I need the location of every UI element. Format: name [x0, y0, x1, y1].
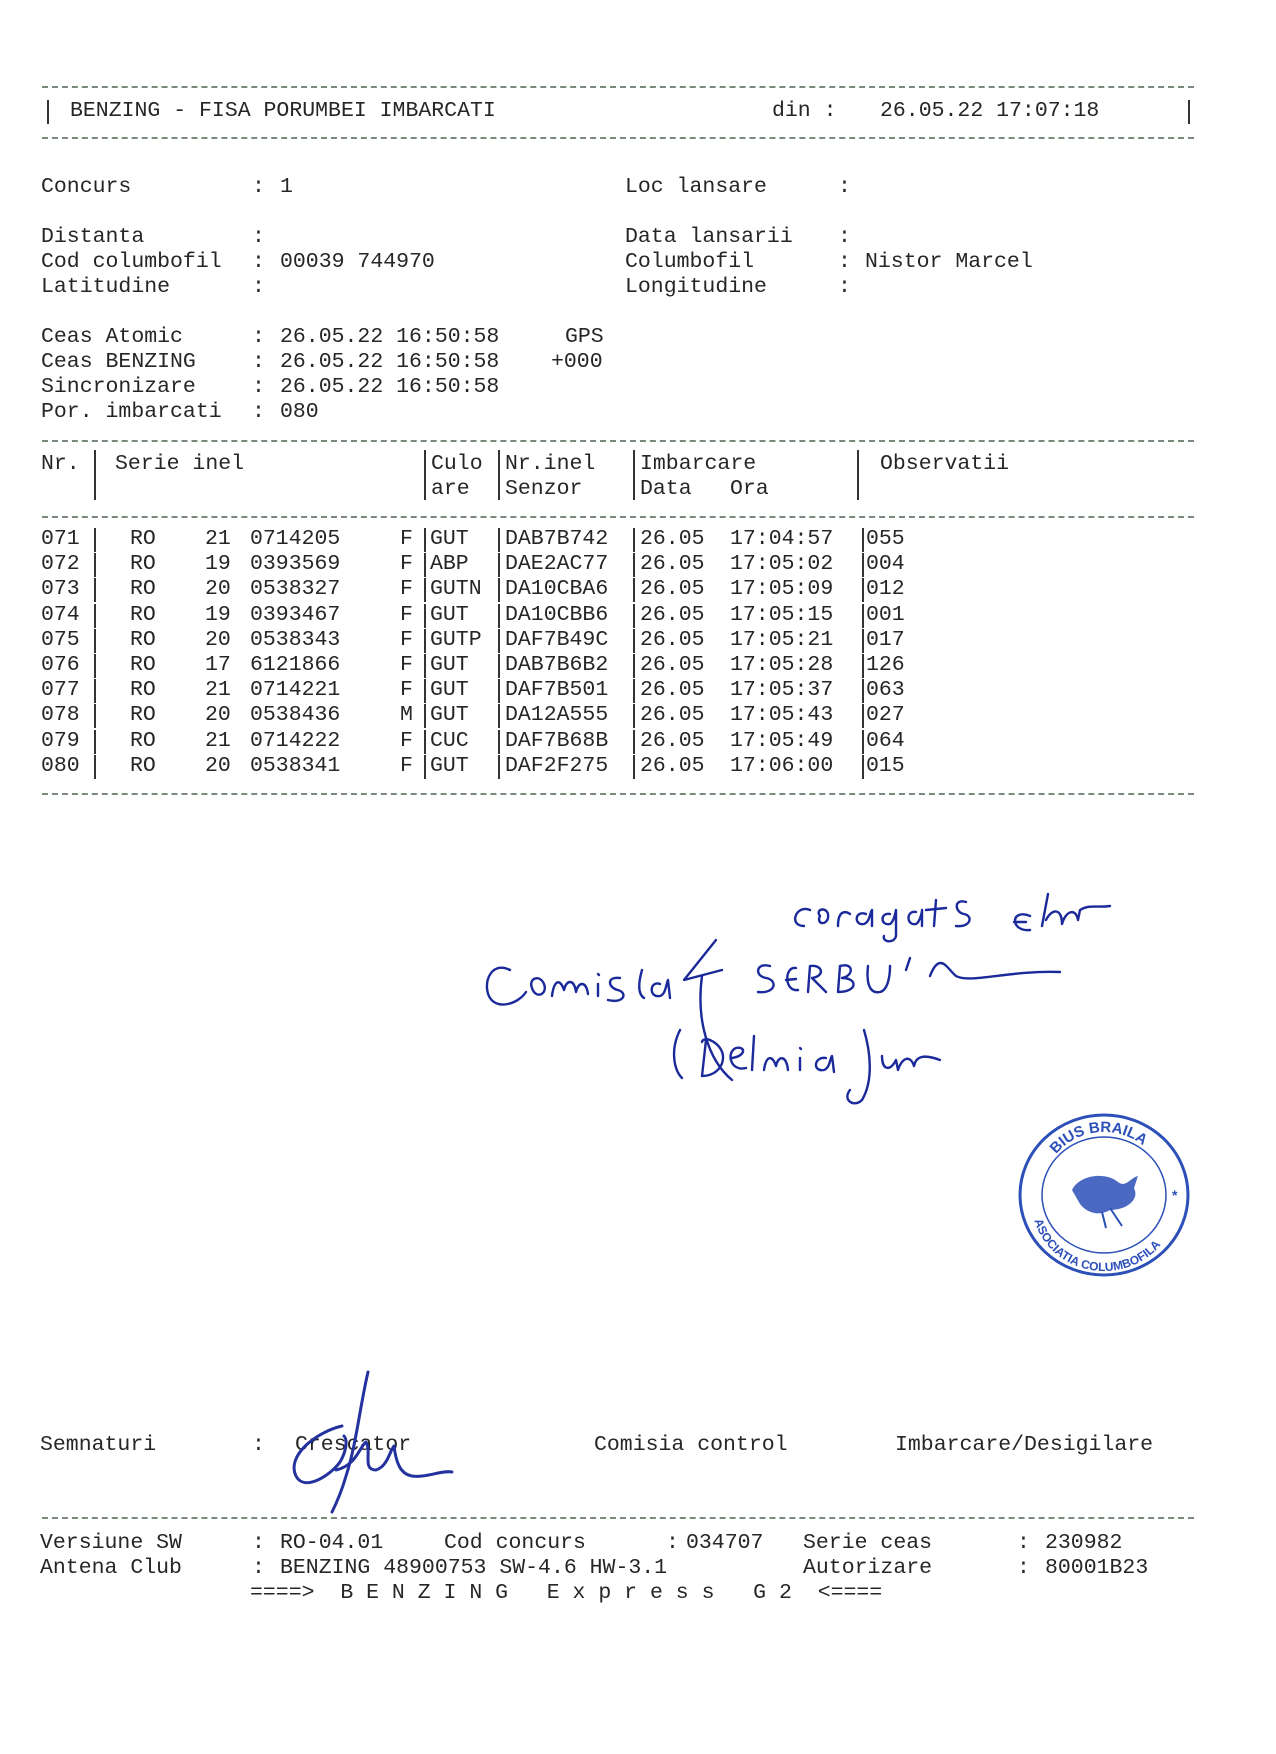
cell-data: 26.05: [640, 552, 705, 577]
cell-senzor: DAF2F275: [505, 753, 609, 778]
cell-sex: F: [400, 678, 413, 703]
ceas-atomic-value: 26.05.22 16:50:58: [280, 325, 500, 349]
cod-concurs-value: 034707: [686, 1531, 764, 1555]
cell-nr: 072: [41, 552, 80, 577]
colon: :: [252, 250, 265, 274]
row-col-sep: [862, 528, 864, 552]
table-bottom-border: [42, 793, 1194, 795]
cell-data: 26.05: [640, 602, 705, 627]
row-col-sep: [424, 528, 426, 552]
cell-sex: F: [400, 753, 413, 778]
svg-text:*: *: [1172, 1187, 1178, 1203]
row-col-sep: [498, 704, 500, 728]
concurs-label: Concurs: [41, 175, 132, 199]
row-col-sep: [633, 679, 635, 703]
cell-ora: 17:05:15: [730, 602, 834, 627]
svg-text:ASOCIATIA COLUMBOFILA: ASOCIATIA COLUMBOFILA: [1031, 1216, 1164, 1275]
header-left-bar: [47, 100, 49, 124]
colon: :: [252, 375, 265, 399]
cell-senzor: DA10CBA6: [505, 577, 609, 602]
cell-culoare: GUT: [430, 678, 469, 703]
row-col-sep: [94, 553, 96, 577]
cell-data: 26.05: [640, 653, 705, 677]
row-col-sep: [498, 528, 500, 552]
header-nr-inel-1: Nr.inel: [505, 452, 596, 476]
cell-nr: 074: [41, 602, 80, 627]
cell-ora: 17:05:28: [730, 653, 834, 677]
cell-culoare: GUT: [430, 602, 469, 627]
signature-icon: [276, 1366, 456, 1516]
cell-ora: 17:05:09: [730, 577, 834, 602]
col-sep: [498, 450, 500, 500]
sincronizare-value: 26.05.22 16:50:58: [280, 375, 500, 399]
header-top-border: [42, 86, 1194, 88]
cell-senzor: DAB7B6B2: [505, 653, 609, 677]
autorizare-label: Autorizare: [803, 1556, 933, 1580]
data-lansarii-label: Data lansarii: [625, 225, 793, 249]
colon: :: [252, 1556, 265, 1580]
row-col-sep: [498, 629, 500, 653]
colon: :: [252, 275, 265, 299]
cell-inel: 0714205: [250, 527, 341, 551]
cell-sex: F: [400, 728, 413, 753]
col-sep: [424, 450, 426, 500]
header-observatii: Observatii: [880, 452, 1010, 476]
colon: :: [838, 175, 851, 199]
colon: :: [838, 225, 851, 249]
handwriting-icon: [470, 880, 1230, 1110]
row-col-sep: [633, 629, 635, 653]
cell-culoare: ABP: [430, 552, 469, 577]
antena-club-label: Antena Club: [40, 1556, 182, 1580]
col-sep: [857, 450, 859, 500]
cell-inel: 0714221: [250, 678, 341, 703]
row-col-sep: [94, 578, 96, 602]
cell-ora: 17:05:21: [730, 627, 834, 652]
header-serie-inel: Serie inel: [115, 452, 245, 476]
cell-an: 21: [205, 728, 231, 753]
cell-sex: F: [400, 602, 413, 627]
cell-an: 21: [205, 527, 231, 551]
cell-obs: 126: [866, 653, 905, 677]
cell-an: 20: [205, 703, 231, 728]
cell-data: 26.05: [640, 627, 705, 652]
table-header-border: [42, 516, 1194, 518]
document-title: BENZING - FISA PORUMBEI IMBARCATI: [70, 99, 496, 123]
cell-an: 21: [205, 678, 231, 703]
ceas-atomic-suffix: GPS: [565, 325, 604, 349]
longitudine-label: Longitudine: [625, 275, 767, 299]
row-col-sep: [862, 604, 864, 628]
colon: :: [838, 275, 851, 299]
cell-senzor: DAB7B742: [505, 527, 609, 551]
ceas-benzing-label: Ceas BENZING: [41, 350, 196, 374]
colon: :: [1017, 1556, 1030, 1580]
benzing-banner: ====> B E N Z I N G E x p r e s s G 2 <====: [250, 1581, 883, 1605]
row-col-sep: [94, 629, 96, 653]
cell-inel: 0538436: [250, 703, 341, 728]
footer-top-border: [42, 1517, 1194, 1519]
header-nr: Nr.: [41, 452, 80, 476]
ceas-atomic-label: Ceas Atomic: [41, 325, 183, 349]
row-col-sep: [424, 679, 426, 703]
row-col-sep: [94, 604, 96, 628]
por-imbarcati-label: Por. imbarcati: [41, 400, 222, 424]
cell-an: 20: [205, 627, 231, 652]
cell-inel: 0538327: [250, 577, 341, 602]
cell-an: 19: [205, 602, 231, 627]
cell-culoare: GUTN: [430, 577, 482, 602]
cell-data: 26.05: [640, 728, 705, 753]
row-col-sep: [94, 755, 96, 779]
row-col-sep: [424, 629, 426, 653]
row-col-sep: [498, 755, 500, 779]
ceas-benzing-suffix: +000: [551, 350, 603, 374]
cell-senzor: DAF7B68B: [505, 728, 609, 753]
cell-an: 19: [205, 552, 231, 577]
cell-tara: RO: [130, 678, 156, 703]
loc-lansare-label: Loc lansare: [625, 175, 767, 199]
antena-club-value: BENZING 48900753 SW-4.6 HW-3.1: [280, 1556, 668, 1580]
cell-inel: 0538343: [250, 627, 341, 652]
cell-culoare: GUTP: [430, 627, 482, 652]
row-col-sep: [633, 654, 635, 678]
cell-nr: 075: [41, 627, 80, 652]
row-col-sep: [94, 704, 96, 728]
header-imbarcare-ora: Ora: [730, 477, 769, 501]
col-sep: [94, 450, 96, 500]
row-col-sep: [498, 553, 500, 577]
row-col-sep: [862, 629, 864, 653]
row-col-sep: [94, 679, 96, 703]
cell-nr: 076: [41, 653, 80, 677]
cell-inel: 0393569: [250, 552, 341, 577]
cell-obs: 015: [866, 753, 905, 778]
versiune-sw-value: RO-04.01: [280, 1531, 384, 1555]
row-col-sep: [633, 553, 635, 577]
autorizare-value: 80001B23: [1045, 1556, 1149, 1580]
row-col-sep: [498, 679, 500, 703]
por-imbarcati-value: 080: [280, 400, 319, 424]
cell-tara: RO: [130, 653, 156, 677]
sincronizare-label: Sincronizare: [41, 375, 196, 399]
colon: :: [252, 1531, 265, 1555]
colon: :: [666, 1531, 679, 1555]
cell-obs: 027: [866, 703, 905, 728]
row-col-sep: [633, 755, 635, 779]
colon: :: [252, 350, 265, 374]
row-col-sep: [862, 755, 864, 779]
row-col-sep: [862, 704, 864, 728]
colon: :: [1017, 1531, 1030, 1555]
cell-inel: 0714222: [250, 728, 341, 753]
versiune-sw-label: Versiune SW: [40, 1531, 182, 1555]
row-col-sep: [424, 654, 426, 678]
cell-ora: 17:05:43: [730, 703, 834, 728]
cell-obs: 017: [866, 627, 905, 652]
row-col-sep: [862, 654, 864, 678]
concurs-value: 1: [280, 175, 293, 199]
row-col-sep: [498, 604, 500, 628]
cell-inel: 0393467: [250, 602, 341, 627]
cell-senzor: DAE2AC77: [505, 552, 609, 577]
cod-concurs-label: Cod concurs: [444, 1531, 586, 1555]
cell-obs: 004: [866, 552, 905, 577]
date-value: 26.05.22 17:07:18: [880, 99, 1100, 123]
cell-ora: 17:04:57: [730, 527, 834, 551]
cell-nr: 071: [41, 527, 80, 551]
row-col-sep: [862, 578, 864, 602]
ceas-benzing-value: 26.05.22 16:50:58: [280, 350, 500, 374]
cell-data: 26.05: [640, 678, 705, 703]
header-culoare-1: Culo: [431, 452, 483, 476]
header-nr-inel-2: Senzor: [505, 477, 583, 501]
cell-tara: RO: [130, 602, 156, 627]
row-col-sep: [424, 730, 426, 754]
cell-sex: M: [400, 703, 413, 728]
cell-tara: RO: [130, 728, 156, 753]
cell-sex: F: [400, 627, 413, 652]
cell-data: 26.05: [640, 527, 705, 551]
cell-ora: 17:05:37: [730, 678, 834, 703]
cell-nr: 077: [41, 678, 80, 703]
row-col-sep: [94, 730, 96, 754]
cell-an: 17: [205, 653, 231, 677]
cell-an: 20: [205, 577, 231, 602]
cell-tara: RO: [130, 552, 156, 577]
cell-inel: 0538341: [250, 753, 341, 778]
colon: :: [252, 400, 265, 424]
comisia-control-label: Comisia control: [594, 1433, 788, 1457]
cell-obs: 063: [866, 678, 905, 703]
row-col-sep: [862, 679, 864, 703]
date-label: din :: [772, 99, 837, 123]
cell-senzor: DAF7B501: [505, 678, 609, 703]
colon: :: [838, 250, 851, 274]
cell-nr: 078: [41, 703, 80, 728]
cell-inel: 6121866: [250, 653, 341, 677]
cell-culoare: CUC: [430, 728, 469, 753]
cell-culoare: GUT: [430, 753, 469, 778]
cell-tara: RO: [130, 753, 156, 778]
cell-nr: 080: [41, 753, 80, 778]
row-col-sep: [424, 553, 426, 577]
colon: :: [252, 175, 265, 199]
cell-obs: 001: [866, 602, 905, 627]
header-imbarcare: Imbarcare: [640, 452, 757, 476]
latitudine-label: Latitudine: [41, 275, 171, 299]
cell-senzor: DA10CBB6: [505, 602, 609, 627]
cell-sex: F: [400, 552, 413, 577]
cell-culoare: GUT: [430, 653, 469, 677]
cell-an: 20: [205, 753, 231, 778]
cell-ora: 17:05:49: [730, 728, 834, 753]
cell-nr: 079: [41, 728, 80, 753]
row-col-sep: [424, 704, 426, 728]
row-col-sep: [633, 578, 635, 602]
cell-sex: F: [400, 653, 413, 677]
colon: :: [252, 1433, 265, 1457]
header-imbarcare-data: Data: [640, 477, 692, 501]
table-top-border: [42, 440, 1194, 442]
crescator-label: Crescator: [295, 1433, 412, 1457]
imbarcare-desigilare-label: Imbarcare/Desigilare: [895, 1433, 1154, 1457]
row-col-sep: [424, 755, 426, 779]
cell-sex: F: [400, 577, 413, 602]
row-col-sep: [633, 704, 635, 728]
columbofil-label: Columbofil: [625, 250, 755, 274]
cell-ora: 17:05:02: [730, 552, 834, 577]
header-bottom-border: [42, 137, 1194, 139]
row-col-sep: [498, 654, 500, 678]
serie-ceas-value: 230982: [1045, 1531, 1123, 1555]
cell-nr: 073: [41, 577, 80, 602]
cod-columbofil-label: Cod columbofil: [41, 250, 222, 274]
cell-tara: RO: [130, 527, 156, 551]
cell-data: 26.05: [640, 577, 705, 602]
col-sep: [633, 450, 635, 500]
row-col-sep: [424, 578, 426, 602]
cell-senzor: DAF7B49C: [505, 627, 609, 652]
serie-ceas-label: Serie ceas: [803, 1531, 933, 1555]
row-col-sep: [498, 578, 500, 602]
header-culoare-2: are: [431, 477, 470, 501]
row-col-sep: [94, 654, 96, 678]
cell-senzor: DA12A555: [505, 703, 609, 728]
header-right-bar: [1188, 100, 1190, 124]
cell-obs: 012: [866, 577, 905, 602]
row-col-sep: [862, 553, 864, 577]
pigeon-stamp-icon: [1014, 1108, 1194, 1282]
columbofil-value: Nistor Marcel: [865, 250, 1033, 274]
row-col-sep: [424, 604, 426, 628]
row-col-sep: [94, 528, 96, 552]
cell-tara: RO: [130, 703, 156, 728]
row-col-sep: [498, 730, 500, 754]
row-col-sep: [633, 604, 635, 628]
distanta-label: Distanta: [41, 225, 145, 249]
semnaturi-label: Semnaturi: [40, 1433, 157, 1457]
colon: :: [252, 225, 265, 249]
cell-tara: RO: [130, 577, 156, 602]
cell-culoare: GUT: [430, 703, 469, 728]
svg-text:BIUS BRAILA: BIUS BRAILA: [1046, 1118, 1151, 1157]
colon: :: [252, 325, 265, 349]
cell-data: 26.05: [640, 753, 705, 778]
cell-tara: RO: [130, 627, 156, 652]
cell-culoare: GUT: [430, 527, 469, 551]
cell-sex: F: [400, 527, 413, 551]
cell-obs: 064: [866, 728, 905, 753]
cod-columbofil-value: 00039 744970: [280, 250, 435, 274]
row-col-sep: [862, 730, 864, 754]
cell-data: 26.05: [640, 703, 705, 728]
cell-obs: 055: [866, 527, 905, 551]
row-col-sep: [633, 730, 635, 754]
cell-ora: 17:06:00: [730, 753, 834, 778]
row-col-sep: [633, 528, 635, 552]
